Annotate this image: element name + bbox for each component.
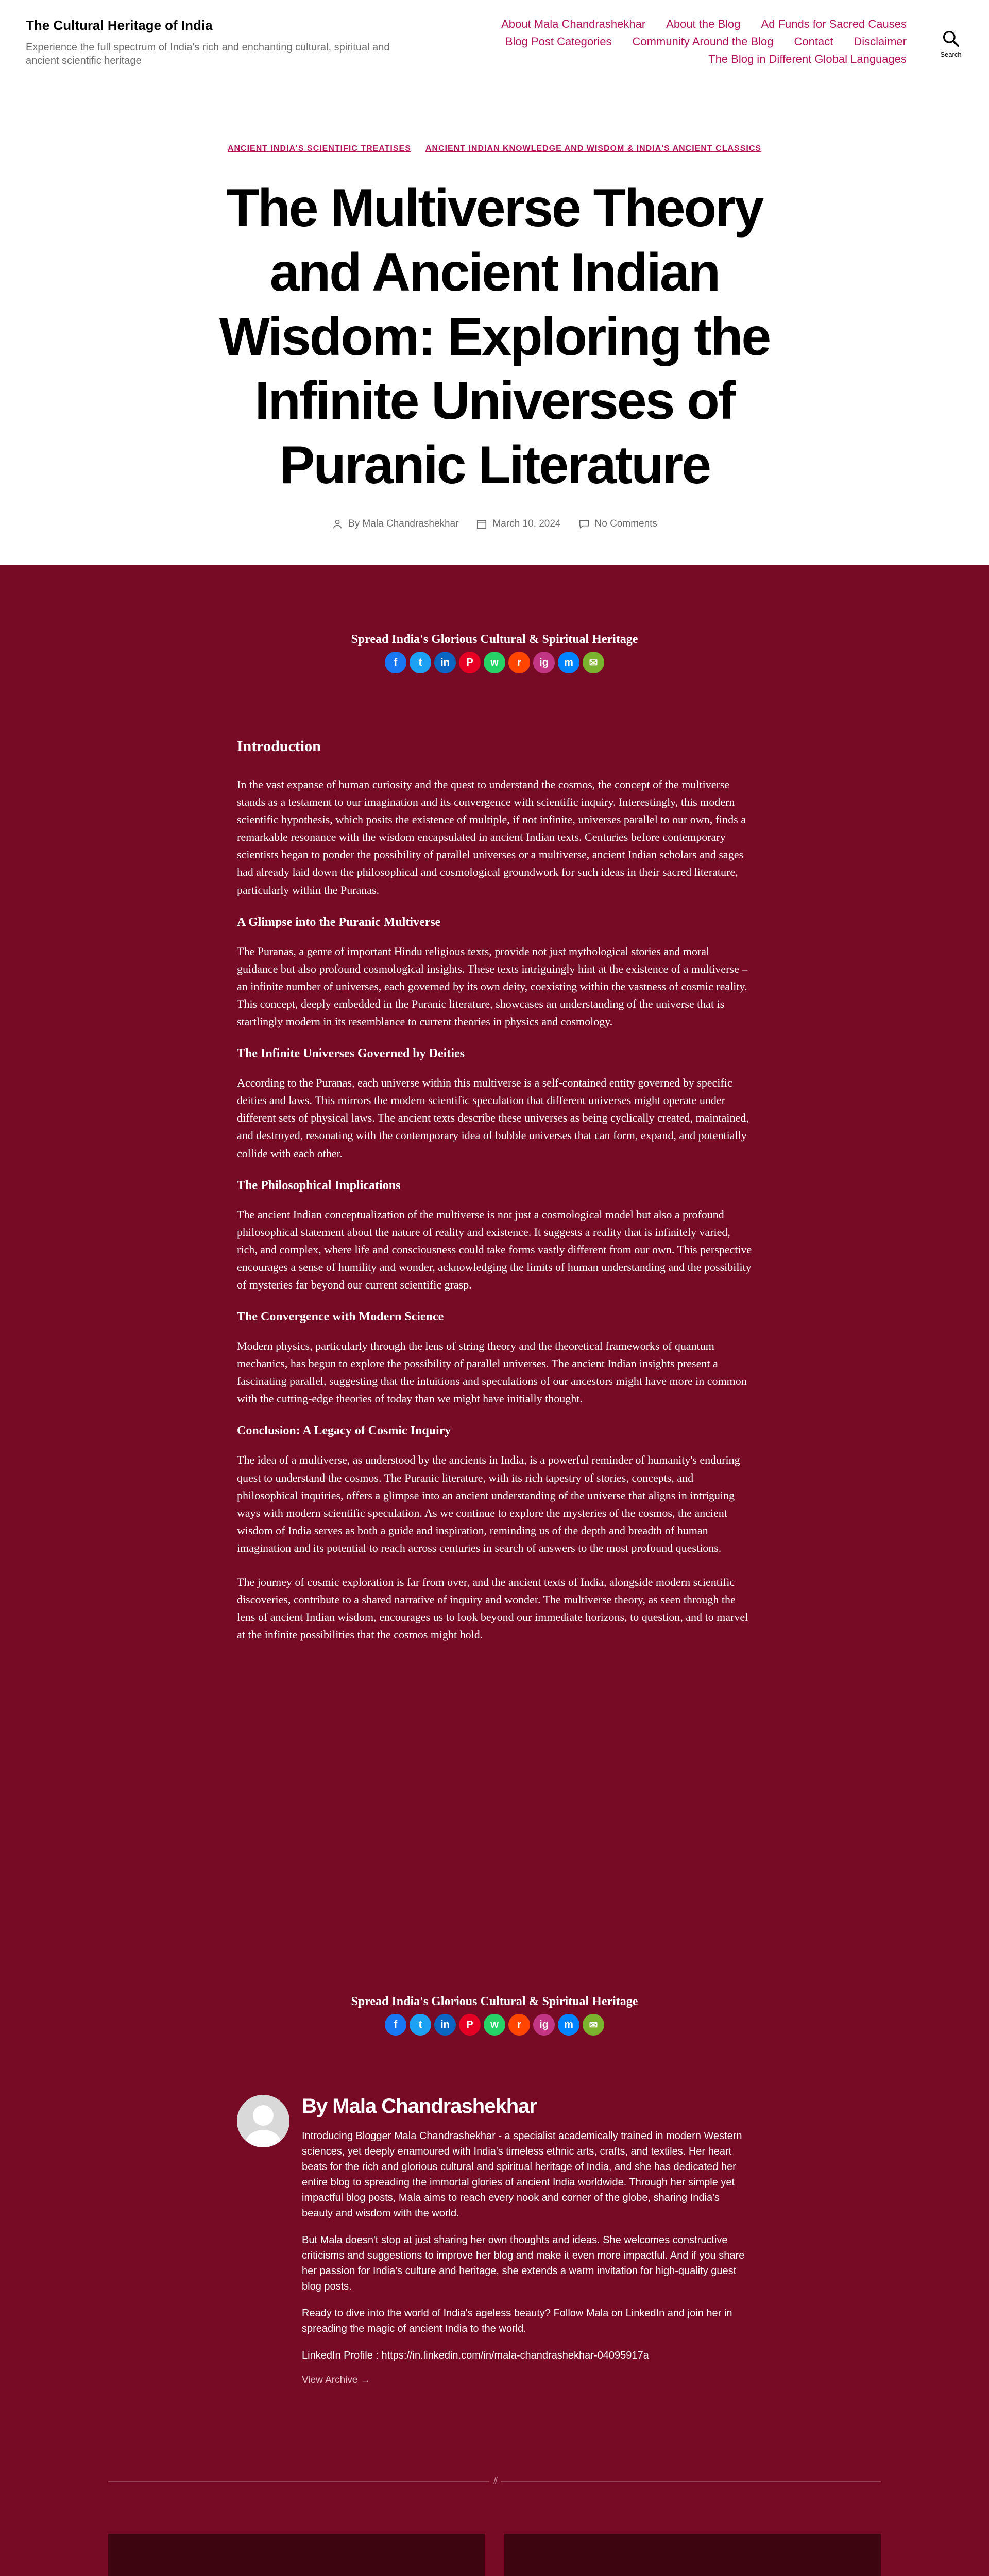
nav-contact[interactable]: Contact	[794, 35, 833, 48]
category-link-treatises[interactable]: ANCIENT INDIA'S SCIENTIFIC TREATISES	[227, 144, 411, 153]
share-title: Spread India's Glorious Cultural & Spiritual Heritage	[351, 633, 638, 646]
nav-community[interactable]: Community Around the Blog	[632, 35, 774, 48]
site-description: Experience the full spectrum of India's rich and enchanting cultural, spiritual and ancient scientific heritage	[26, 42, 390, 66]
site-header	[0, 0, 989, 82]
paragraph-intro: In the vast expanse of human curiosity and the quest to understand the cosmos, the concept of the multiverse stands as a testament to our imagination and its convergence with scientific inquiry. Interestingly, this modern scientific hypothesis, which posits the existence of multiple, if not infinite, universes parallel to our own, finds a remarkable resonance with the wisdom encapsulated in ancient Indian texts. Centuries before contemporary scientists began to ponder the possibility of parallel universes or a multiverse, ancient Indian scholars and sages had already laid down the philosophical and cosmological groundwork for such ideas in their sacred literature, particularly within the Puranas.	[237, 778, 746, 896]
meta-comments-text: No Comments	[594, 518, 657, 529]
heading-introduction: Introduction	[237, 738, 321, 755]
share-buttons-bottom	[0, 2014, 989, 2036]
post-navigation-cards	[108, 2534, 881, 2576]
category-link-knowledge[interactable]: ANCIENT INDIAN KNOWLEDGE AND WISDOM & INDIA'S ANCIENT CLASSICS	[425, 144, 762, 153]
post-meta	[0, 518, 989, 530]
heading-infinite-universes: The Infinite Universes Governed by Deities	[237, 1047, 465, 1061]
email-share-button[interactable]: ✉	[583, 652, 604, 673]
comment-icon	[578, 518, 590, 530]
author-body	[302, 2095, 752, 2386]
twitter-share-button[interactable]: t	[410, 2014, 431, 2036]
meta-date-text: March 10, 2024	[492, 518, 561, 529]
nav-global-languages[interactable]: The Blog in Different Global Languages	[708, 53, 907, 65]
meta-author[interactable]	[332, 518, 458, 530]
paragraph-puranic-multiverse: The Puranas, a genre of important Hindu religious texts, provide not just mythological stories and moral guidance but also profound cosmological insights. These texts intriguingly hint at the existence of a multiverse – an infinite number of universes, each governed by its own deity, coexisting within the vastness of cosmic reality. This concept, deeply embedded in the Puranic literature, showcases an understanding of the universe that is startlingly modern in its resemblance to current theories in physics and cosmology.	[237, 944, 748, 1028]
nav-ad-funds[interactable]: Ad Funds for Sacred Causes	[761, 18, 907, 30]
author-name: By Mala Chandrashekhar	[302, 2095, 537, 2117]
pinterest-share-button[interactable]: P	[459, 652, 481, 673]
meta-author-text: By Mala Chandrashekhar	[348, 518, 459, 529]
paragraph-infinite-universes: According to the Puranas, each universe within this multiverse is a self-contained entity governed by specific deities and laws. This mirrors the modern scientific speculation that different universes might operate under different sets of physical laws. The ancient texts describe these universes as being cyclically created, maintained, and destroyed, resonating with the contemporary idea of bubble universes that can form, expand, and potentially collide with each other.	[237, 1076, 749, 1160]
author-bio-1: Introducing Blogger Mala Chandrashekhar - a specialist academically trained in modern Western sciences, yet deeply enamoured with India's timeless ethnic arts, crafts, and textiles. Her heart beats for the rich and glorious cultural and spiritual heritage of India, and she has dedicated her entire blog to spreading the immortal glories of ancient India worldwide. Through her simple yet impactful blog posts, Mala aims to reach every nook and corner of the globe, sharing India's beauty and wisdom with the world.	[302, 2130, 742, 2219]
share-buttons	[0, 652, 989, 673]
post-title: The Multiverse Theory and Ancient Indian Wisdom: Exploring the Infinite Universes of Puranic Literature	[219, 178, 770, 496]
heading-puranic-multiverse: A Glimpse into the Puranic Multiverse	[237, 915, 441, 929]
author-bio	[237, 2095, 752, 2386]
site-title[interactable]: The Cultural Heritage of India	[26, 18, 213, 33]
primary-nav	[443, 18, 907, 66]
separator-mark: //	[489, 2476, 501, 2486]
search-label: Search	[940, 50, 962, 58]
reddit-share-button[interactable]: r	[508, 652, 530, 673]
content-area	[0, 565, 989, 2576]
author-bio-3: Ready to dive into the world of India's ageless beauty? Follow Mala on LinkedIn and join her in spreading the magic of ancient India to the world.	[302, 2308, 732, 2334]
paragraph-philosophical: The ancient Indian conceptualization of the multiverse is not just a cosmological model but also a profound philosophical statement about the nature of reality and existence. It suggests a reality that is infinitely varied, rich, and complex, where life and consciousness could take forms vastly different from our own. This perspective encourages a sense of humility and wonder, acknowledging the limits of human understanding and the possibility of mysteries far beyond our current scientific grasp.	[237, 1208, 752, 1291]
pinterest-share-button[interactable]: P	[459, 2014, 481, 2036]
heading-conclusion: Conclusion: A Legacy of Cosmic Inquiry	[237, 1424, 451, 1438]
reddit-share-button[interactable]: r	[508, 2014, 530, 2036]
linkedin-share-button[interactable]: in	[434, 2014, 456, 2036]
post-content	[237, 738, 752, 1660]
paragraph-conclusion-2: The journey of cosmic exploration is far from over, and the ancient texts of India, alongside modern scientific discoveries, contribute to a shared narrative of inquiry and wonder. The multiverse theory, as seen through the lens of ancient Indian wisdom, encourages us to look beyond our immediate horizons, to question, and to marvel at the infinite possibilities that the cosmos might hold.	[237, 1575, 748, 1641]
separator-top	[108, 2476, 881, 2486]
meta-date[interactable]	[476, 518, 560, 530]
whatsapp-share-button[interactable]: w	[484, 2014, 505, 2036]
nav-about-mala[interactable]: About Mala Chandrashekhar	[501, 18, 646, 30]
instagram-share-button[interactable]: ig	[533, 2014, 555, 2036]
author-bio-2: But Mala doesn't stop at just sharing her own thoughts and ideas. She welcomes constructive criticisms and suggestions to improve her blog and make it even more impactful. And if you share her passion for India's culture and heritage, she extends a warm invitation for high-quality guest blog posts.	[302, 2234, 745, 2292]
meta-comments[interactable]	[578, 518, 657, 530]
facebook-share-button[interactable]: f	[385, 2014, 406, 2036]
search-icon	[941, 29, 961, 48]
paragraph-modern-science: Modern physics, particularly through the lens of string theory and the theoretical frameworks of quantum mechanics, has begun to explore the possibility of parallel universes. The ancient Indian insights present a fascinating parallel, suggesting that the intuitions and speculations of our ancestors might have more in common with the cutting-edge theories of today than we might have initially thought.	[237, 1340, 747, 1405]
post-header	[0, 82, 989, 530]
site-branding	[26, 18, 397, 67]
avatar	[237, 2095, 289, 2147]
view-archive-link[interactable]: View Archive →	[302, 2375, 370, 2385]
nav-about-blog[interactable]: About the Blog	[666, 18, 741, 30]
linkedin-share-button[interactable]: in	[434, 652, 456, 673]
share-title-bottom: Spread India's Glorious Cultural & Spiritual Heritage	[351, 1995, 638, 2008]
facebook-share-button[interactable]: f	[385, 652, 406, 673]
email-share-button[interactable]: ✉	[583, 2014, 604, 2036]
next-post-card[interactable]	[504, 2534, 881, 2576]
avatar-placeholder-icon	[237, 2095, 289, 2147]
nav-disclaimer[interactable]: Disclaimer	[854, 35, 907, 48]
paragraph-conclusion-1: The idea of a multiverse, as understood by the ancients in India, is a powerful reminder of humanity's enduring quest to understand the cosmos. The Puranic literature, with its rich tapestry of stories, concepts, and philosophical inquiries, offers a glimpse into an ancient understanding of the universe that aligns in intriguing ways with modern scientific speculation. As we continue to explore the mysteries of the cosmos, the ancient wisdom of India serves as both a guide and inspiration, reminding us of the depth and breadth of human imagination and its potential to reach across centuries in search of answers to the most profound questions.	[237, 1453, 740, 1554]
post-categories	[0, 144, 989, 154]
share-block-bottom	[0, 1995, 989, 2036]
messenger-share-button[interactable]: m	[558, 652, 579, 673]
twitter-share-button[interactable]: t	[410, 652, 431, 673]
whatsapp-share-button[interactable]: w	[484, 652, 505, 673]
instagram-share-button[interactable]: ig	[533, 652, 555, 673]
previous-post-card[interactable]	[108, 2534, 485, 2576]
share-block-top	[0, 633, 989, 673]
author-linkedin: LinkedIn Profile : https://in.linkedin.com/in/mala-chandrashekhar-04095917a	[302, 2350, 649, 2361]
calendar-icon	[476, 518, 487, 530]
heading-philosophical: The Philosophical Implications	[237, 1178, 401, 1192]
search-toggle[interactable]	[939, 29, 963, 58]
nav-blog-post-categories[interactable]: Blog Post Categories	[505, 35, 612, 48]
user-icon	[332, 518, 343, 530]
messenger-share-button[interactable]: m	[558, 2014, 579, 2036]
heading-modern-science: The Convergence with Modern Science	[237, 1310, 444, 1324]
